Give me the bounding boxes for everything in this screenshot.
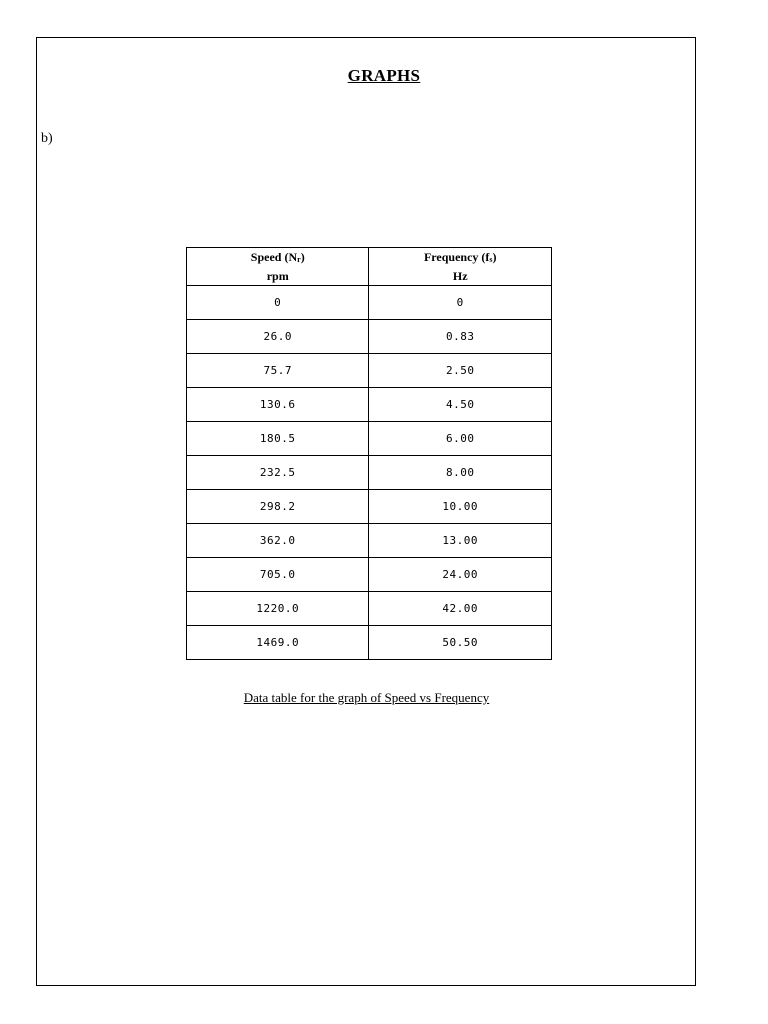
part-label: b) <box>41 131 53 146</box>
speed-cell: 75.7 <box>187 354 369 388</box>
speed-frequency-table <box>186 247 552 660</box>
frequency-cell: 0.83 <box>369 320 552 354</box>
speed-cell: 362.0 <box>187 524 369 558</box>
frequency-cell: 50.50 <box>369 626 552 660</box>
table-row <box>187 422 552 456</box>
table-row <box>187 320 552 354</box>
header-speed: Speed $(N_r)$ rpm <box>187 248 369 286</box>
speed-cell: 26.0 <box>187 320 369 354</box>
speed-cell: 1469.0 <box>187 626 369 660</box>
table-row <box>187 524 552 558</box>
frequency-cell: 0 <box>369 286 552 320</box>
frequency-cell: 6.00 <box>369 422 552 456</box>
table-header-row <box>187 248 552 286</box>
table-row <box>187 558 552 592</box>
header-frequency-unit: Hz <box>452 269 468 283</box>
table-row <box>187 490 552 524</box>
table-row <box>187 388 552 422</box>
speed-cell: 180.5 <box>187 422 369 456</box>
frequency-cell: 24.00 <box>369 558 552 592</box>
speed-cell: 1220.0 <box>187 592 369 626</box>
speed-cell: 705.0 <box>187 558 369 592</box>
speed-cell: 0 <box>187 286 369 320</box>
frequency-cell: 13.00 <box>369 524 552 558</box>
speed-cell: 232.5 <box>187 456 369 490</box>
frequency-cell: 10.00 <box>369 490 552 524</box>
table-row <box>187 592 552 626</box>
frequency-cell: 4.50 <box>369 388 552 422</box>
page-title: GRAPHS <box>347 66 421 85</box>
header-frequency: Frequency $(f_s)$ Hz <box>369 248 552 286</box>
frequency-cell: 8.00 <box>369 456 552 490</box>
table-row <box>187 354 552 388</box>
speed-cell: 298.2 <box>187 490 369 524</box>
table-row <box>187 626 552 660</box>
header-speed-unit: rpm <box>266 269 289 283</box>
table-row <box>187 456 552 490</box>
table-caption: Data table for the graph of Speed vs Frequency <box>243 690 490 705</box>
table-row <box>187 286 552 320</box>
speed-cell: 130.6 <box>187 388 369 422</box>
frequency-cell: 2.50 <box>369 354 552 388</box>
frequency-cell: 42.00 <box>369 592 552 626</box>
